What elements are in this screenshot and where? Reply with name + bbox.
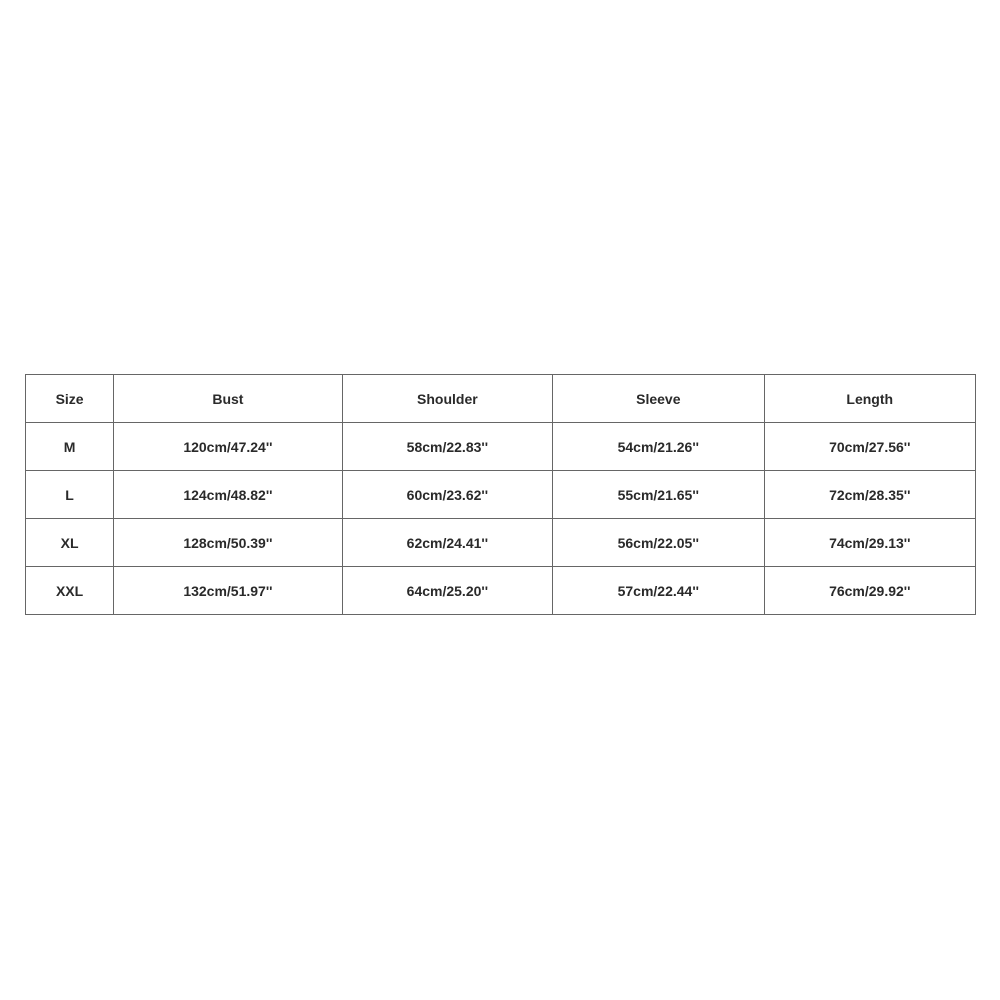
header-shoulder: Shoulder <box>342 375 552 423</box>
header-sleeve: Sleeve <box>553 375 764 423</box>
shoulder-cell: 58cm/22.83'' <box>342 423 552 471</box>
header-size: Size <box>26 375 114 423</box>
shoulder-cell: 64cm/25.20'' <box>342 567 552 615</box>
header-bust: Bust <box>114 375 342 423</box>
length-cell: 70cm/27.56'' <box>764 423 975 471</box>
sleeve-cell: 54cm/21.26'' <box>553 423 764 471</box>
sleeve-cell: 55cm/21.65'' <box>553 471 764 519</box>
bust-cell: 120cm/47.24'' <box>114 423 342 471</box>
sleeve-cell: 57cm/22.44'' <box>553 567 764 615</box>
table-header-row <box>26 375 976 423</box>
sleeve-cell: 56cm/22.05'' <box>553 519 764 567</box>
length-cell: 72cm/28.35'' <box>764 471 975 519</box>
bust-cell: 132cm/51.97'' <box>114 567 342 615</box>
table-row <box>26 567 976 615</box>
size-chart-table <box>25 374 976 615</box>
table-row <box>26 423 976 471</box>
table-row <box>26 519 976 567</box>
table-row <box>26 471 976 519</box>
header-length: Length <box>764 375 975 423</box>
size-cell: XXL <box>26 567 114 615</box>
size-cell: XL <box>26 519 114 567</box>
size-cell: L <box>26 471 114 519</box>
shoulder-cell: 60cm/23.62'' <box>342 471 552 519</box>
length-cell: 76cm/29.92'' <box>764 567 975 615</box>
shoulder-cell: 62cm/24.41'' <box>342 519 552 567</box>
size-cell: M <box>26 423 114 471</box>
bust-cell: 128cm/50.39'' <box>114 519 342 567</box>
bust-cell: 124cm/48.82'' <box>114 471 342 519</box>
length-cell: 74cm/29.13'' <box>764 519 975 567</box>
